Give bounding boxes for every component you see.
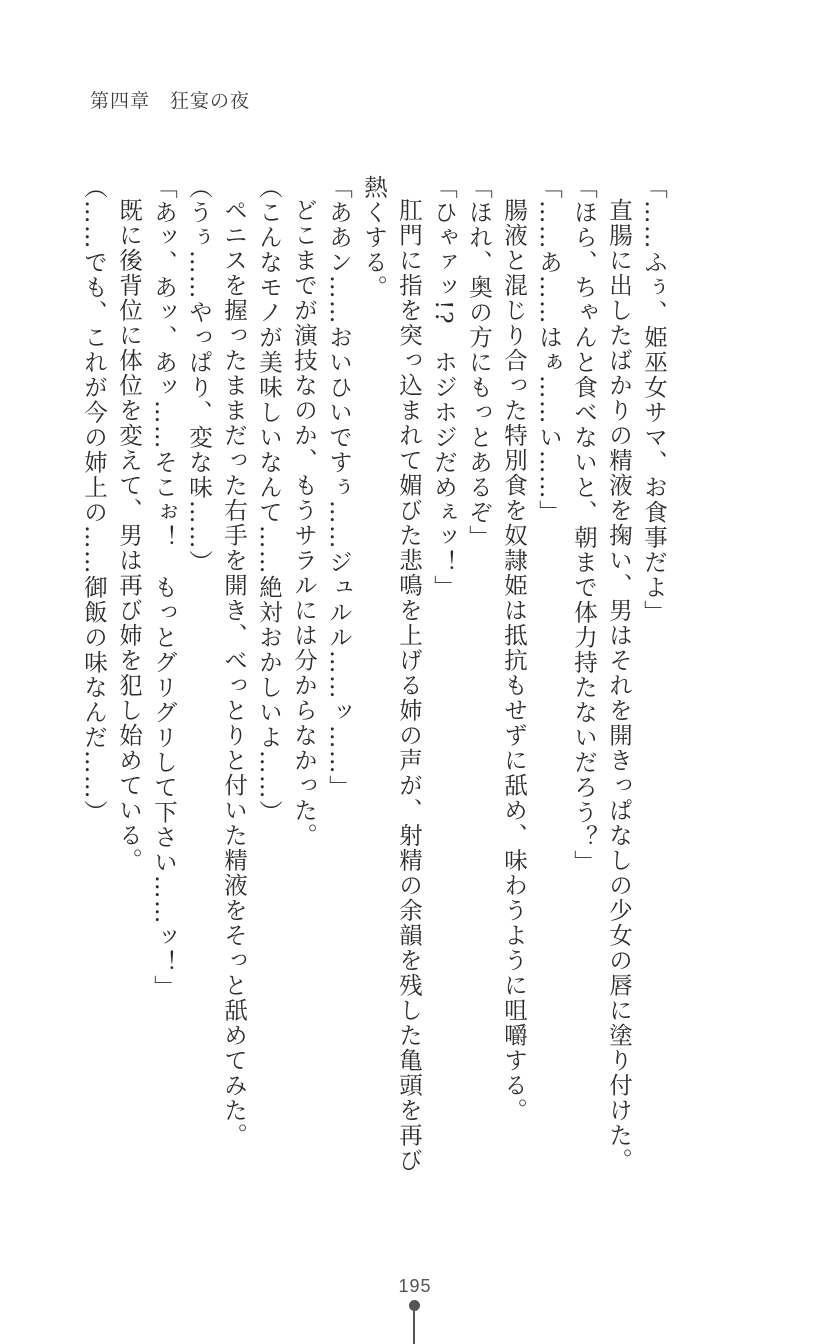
page-number: 195 bbox=[398, 1276, 432, 1296]
text-line: 「……あ……はぁ……い……」 bbox=[535, 175, 563, 525]
text-line: （……でも、これが今の姉上の……御飯の味なんだ……） bbox=[80, 175, 108, 825]
chapter-title: 第四章 狂宴の夜 bbox=[90, 90, 251, 112]
text-line: 既に後背位に体位を変えて、男は再び姉を犯し始めている。 bbox=[115, 198, 143, 873]
vertical-text-body bbox=[80, 175, 671, 1173]
text-line: 直腸に出したばかりの精液を掬い、男はそれを開きっぱなしの少女の唇に塗り付けた。 bbox=[605, 198, 633, 1173]
text-line: 「……ふぅ、姫巫女サマ、お食事だよ」 bbox=[640, 175, 668, 625]
text-line: 熱くする。 bbox=[360, 175, 388, 300]
text-line: 「ほれ、奥の方にもっとあるぞ」 bbox=[465, 175, 493, 550]
text-line: 「ああン……おいひいですぅ……ジュルル……ッ……」 bbox=[325, 175, 353, 800]
page-marker-line bbox=[413, 1310, 415, 1344]
text-line: （こんなモノが美味しいなんて……絶対おかしいよ……） bbox=[255, 175, 283, 825]
text-line: （うぅ……やっぱり、変な味……） bbox=[185, 175, 213, 575]
text-line: 肛門に指を突っ込まれて媚びた悲鳴を上げる姉の声が、射精の余韻を残した亀頭を再び bbox=[395, 198, 423, 1173]
text-line: 「あッ、あッ、あッ……そこぉ！ もっとグリグリして下さい……ッ！」 bbox=[150, 175, 178, 1000]
text-line: 「ひゃァッ!? ホジホジだめぇッ！」 bbox=[430, 175, 458, 601]
text-line: どこまでが演技なのか、もうサラルには分からなかった。 bbox=[290, 198, 318, 848]
text-line: 腸液と混じり合った特別食を奴隷姫は抵抗もせずに舐め、味わうように咀嚼する。 bbox=[500, 198, 528, 1123]
text-line: 「ほら、ちゃんと食べないと、朝まで体力持たないだろう？」 bbox=[570, 175, 598, 875]
text-line: ペニスを握ったままだった右手を開き、べっとりと付いた精液をそっと舐めてみた。 bbox=[220, 198, 248, 1148]
